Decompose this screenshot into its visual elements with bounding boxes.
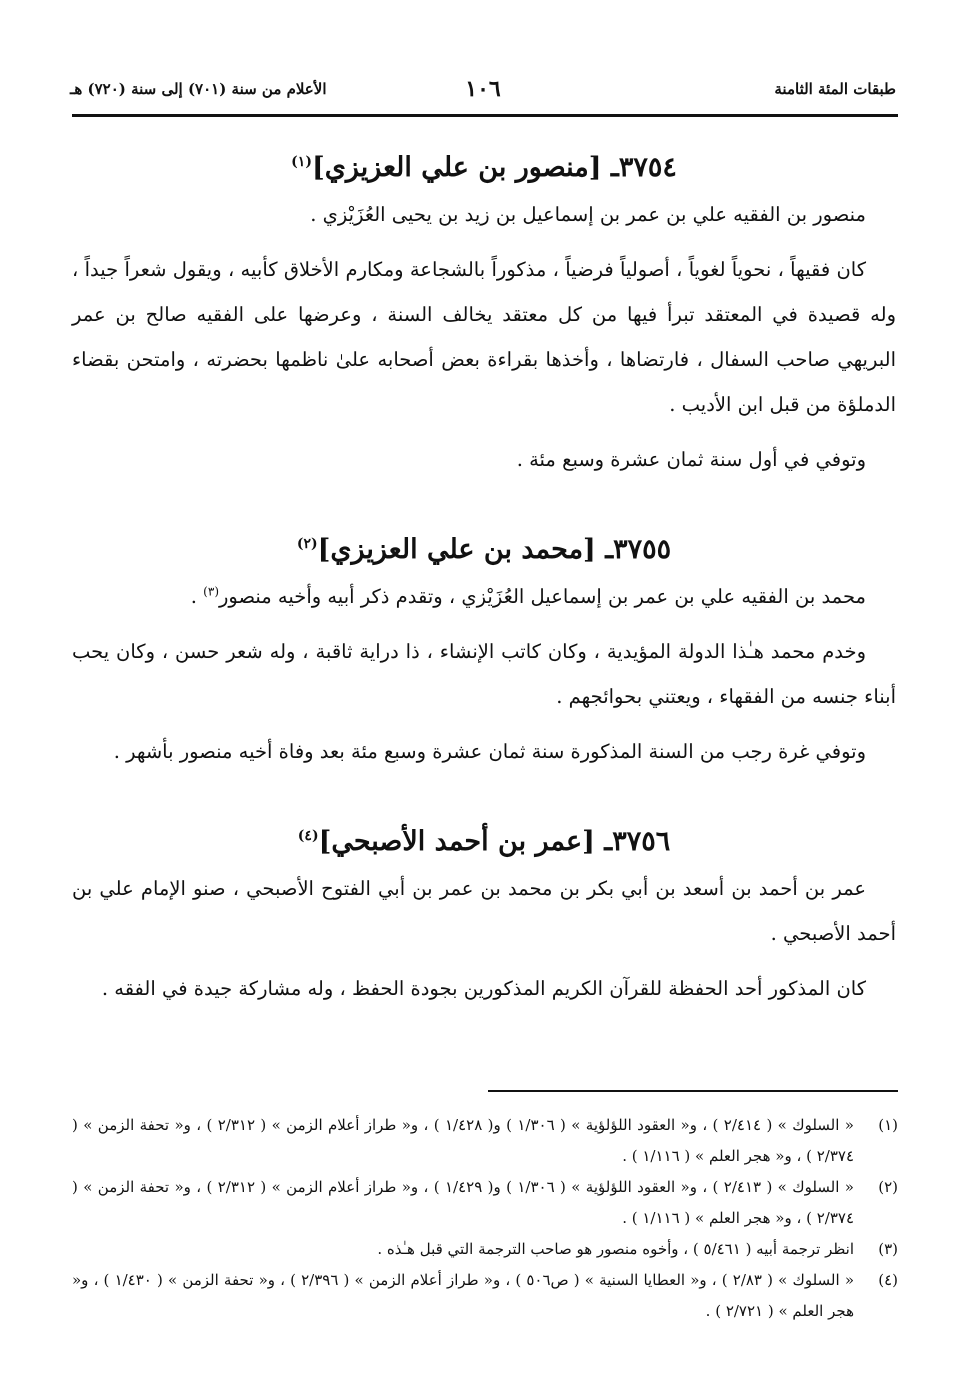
- footnote: [72, 1172, 898, 1234]
- entry-title: ٣٧٥٦ـ [عمر بن أحمد الأصبحي]$^{(٤)}$: [297, 826, 671, 857]
- paragraph: كان فقيهاً ، نحوياً لغوياً ، أصولياً فرضياً ، مذكوراً بالشجاعة ومكارم الأخلاق كأبيه ، ويقول شعراً جيداً ، وله قصيدة في المعتقد تبرأ فيها من كل معتقد يخالف السنة ، وعرضها على الفقيه صالح بن عمر البريهي صاحب السفال ، فارتضاها ، وأخذها بقراءة بعض أصحابه علىٰ ناظمها بحضرته ، وامتحن بقضاء الدملؤة من قبل ابن الأديب .: [72, 258, 896, 416]
- footnote: [72, 1265, 898, 1327]
- footnote-text: « السلوك » ( ٢/٤١٤ ) ، و« العقود اللؤلؤية » ( ١/٣٠٦ ) و( ١/٤٢٨ ) ، و« طراز أعلام الزمن » ( ٢/٣١٢ ) ، و« تحفة الزمن » ( ٢/٣٧٤ ) ، و« هجر العلم » ( ١/١١٦ ) .: [72, 1116, 854, 1165]
- footnote-ref: (٤): [297, 828, 319, 844]
- footnote-rule: [488, 1090, 898, 1092]
- footnote-ref: (١): [291, 154, 312, 170]
- footnote-number: (١): [878, 1116, 898, 1134]
- paragraph: وتوفي في أول سنة ثمان عشرة وسبع مئة .: [516, 448, 866, 471]
- paragraph: كان المذكور أحد الحفظة للقرآن الكريم المذكورين بجودة الحفظ ، وله مشاركة جيدة في الفقه .: [101, 977, 866, 1000]
- running-header: [70, 76, 896, 108]
- paragraph: محمد بن الفقيه علي بن عمر بن إسماعيل العُزَيْزي ، وتقدم ذكر أبيه وأخيه منصور$^{(٣)}$ .: [190, 584, 866, 608]
- footnote-text: « السلوك » ( ٢/٨٣ ) ، و« العطايا السنية » ( ص٥٠٦ ) ، و« طراز أعلام الزمن » ( ٢/٣٩٦ ) ، و« تحفة الزمن » ( ١/٤٣٠ ) ، و« هجر العلم » ( ٢/٧٢١ ) .: [72, 1271, 854, 1320]
- footnote-number: (٣): [878, 1240, 898, 1258]
- paragraph: وخدم محمد هـٰذا الدولة المؤيدية ، وكان كاتب الإنشاء ، ذا دراية ثاقبة ، وله شعر حسن ، وكان يحب أبناء جنسه من الفقهاء ، ويعتني بحوائجهم .: [72, 640, 896, 708]
- footnote-text: « السلوك » ( ٢/٤١٣ ) ، و« العقود اللؤلؤية » ( ١/٣٠٦ ) و( ١/٤٢٩ ) ، و« طراز أعلام الزمن » ( ٢/٣١٢ ) ، و« تحفة الزمن » ( ٢/٣٧٤ ) ، و« هجر العلم » ( ١/١١٦ ) .: [72, 1178, 854, 1227]
- paragraph: منصور بن الفقيه علي بن عمر بن إسماعيل بن زيد بن يحيى العُزَيْزي .: [310, 203, 866, 226]
- paragraph: عمر بن أحمد بن أسعد بن أبي بكر بن محمد بن عمر بن أبي الفتوح الأصبحي ، صنو الإمام علي بن أحمد الأصبحي .: [72, 877, 896, 945]
- footnote-number: (٤): [878, 1271, 898, 1289]
- footnote: [72, 1110, 898, 1172]
- footnote-number: (٢): [878, 1178, 898, 1196]
- entry-title: ٣٧٥٤ـ [منصور بن علي العزيزي]$^{(١)}$: [291, 152, 677, 183]
- header-section-title: طبقات المئة الثامنة: [774, 80, 896, 98]
- entry-title: ٣٧٥٥ـ [محمد بن علي العزيزي]$^{(٢)}$: [296, 534, 672, 565]
- paragraph: وتوفي غرة رجب من السنة المذكورة سنة ثمان عشرة وسبع مئة بعد وفاة أخيه منصور بأشهر .: [113, 740, 866, 763]
- page-number: ١٠٦: [465, 76, 501, 102]
- footnote-ref: (٣): [203, 584, 219, 599]
- footnote-ref: (٢): [296, 536, 318, 552]
- header-rule: [72, 114, 898, 117]
- footnote-text: انظر ترجمة أبيه ( ٥/٤٦١ ) ، وأخوه منصور هو صاحب الترجمة التي قبل هـٰذه .: [377, 1240, 854, 1258]
- footnotes: [72, 1110, 898, 1327]
- footnote: [72, 1234, 898, 1265]
- header-volume-range: الأعلام من سنة (٧٠١) إلى سنة (٧٢٠) هـ: [70, 80, 327, 98]
- page-body: [72, 132, 896, 1021]
